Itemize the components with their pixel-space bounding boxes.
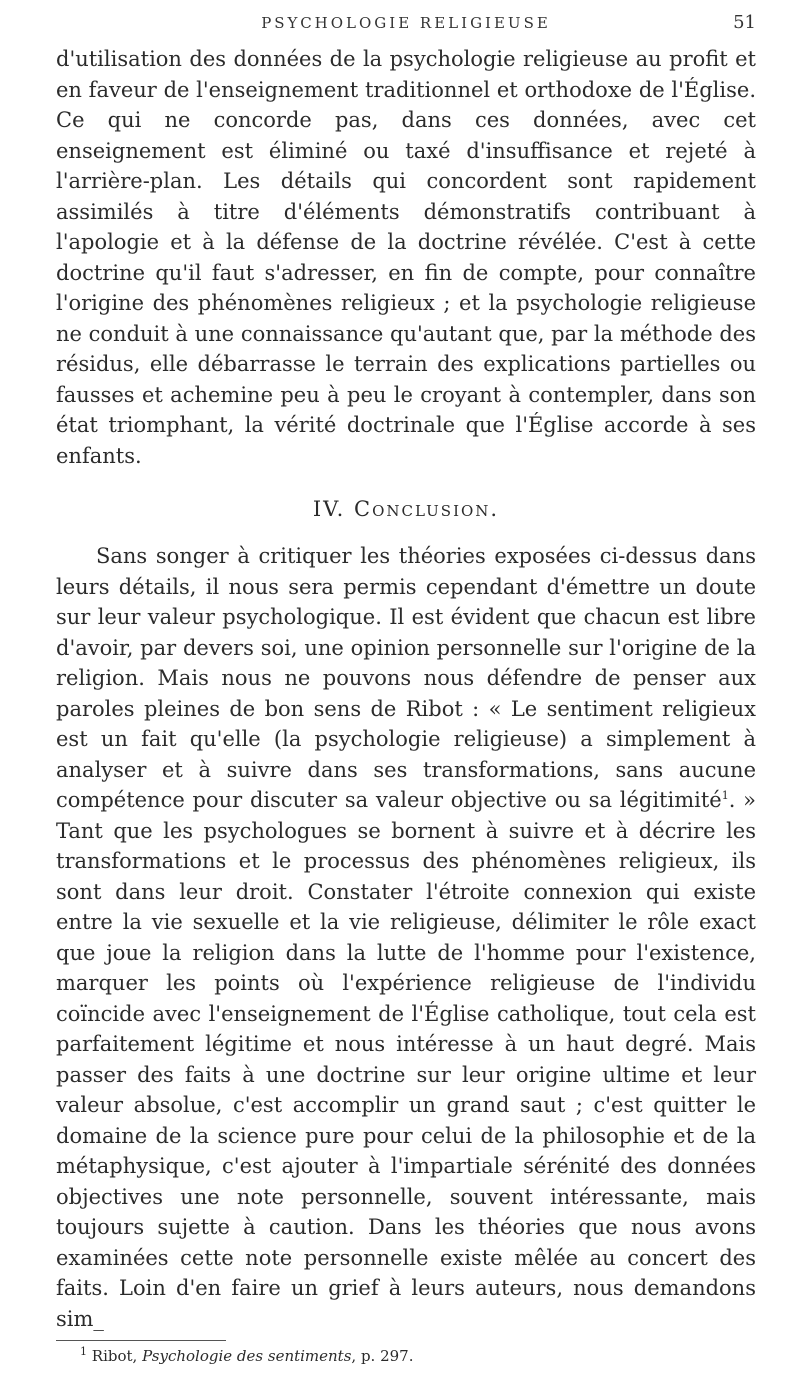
paragraph-conclusion-part-a: Sans songer à critiquer les théories exposées ci-dessus dans leurs détails, il nous sera permis cependant d'émettre un doute sur leur valeur psychologique. Il est évident que chacun est libre d'avoir, par devers soi, une opinion personnelle sur l'origine de la religion. Mais nous ne pouvons nous défendre de penser aux paroles pleines de bon sens de Ribot : « Le sentiment religieux est un fait qu'elle (la psychologie religieuse) a simplement à analyser et à suivre dans ses transformations, sans aucune compétence pour discuter sa valeur objective ou sa légitimité [56, 544, 756, 812]
footnote-page-ref: , p. 297. [351, 1347, 414, 1365]
footnote-work-title: Psychologie des sentiments [142, 1347, 352, 1365]
footnote-divider [56, 1340, 226, 1341]
paragraph-conclusion [56, 541, 756, 1334]
running-title: PSYCHOLOGIE RELIGIEUSE [261, 14, 551, 32]
footnote-marker: 1 [80, 1345, 87, 1358]
section-heading [56, 497, 756, 521]
section-title: Conclusion. [354, 497, 500, 521]
footnote-author: Ribot, [91, 1347, 138, 1365]
paragraph-conclusion-part-b: . » Tant que les psychologues se bornent à suivre et à décrire les transformations et le processus des phénomènes religieux, ils sont dans leur droit. Constater l'étroite connexion qui existe entre la vie sexuelle et la vie religieuse, délimiter le rôle exact que joue la religion dans la lutte de l'homme pour l'existence, marquer les points où l'expérience religieuse de l'individu coïncide avec l'enseignement de l'Église catholique, tout cela est parfaitement légitime et nous intéresse à un haut degré. Mais passer des faits à une doctrine sur leur origine ultime et leur valeur absolue, c'est accomplir un grand saut ; c'est quitter le domaine de la science pure pour celui de la philosophie et de la métaphysique, c'est ajouter à l'impartiale sérénité des données objectives une note personnelle, souvent intéressante, mais toujours sujette à caution. Dans les théories que nous avons examinées cette note personnelle existe mêlée au concert des faits. Loin d'en faire un grief à leurs auteurs, nous demandons sim_ [56, 788, 756, 1331]
footnote [56, 1345, 756, 1367]
footnote-reference: 1 [721, 789, 729, 802]
paragraph-continued: d'utilisation des données de la psychologie religieuse au profit et en faveur de l'enseignement traditionnel et orthodoxe de l'Église. Ce qui ne concorde pas, dans ces données, avec cet enseignement est éliminé ou taxé d'insuffisance et rejeté à l'arrière-plan. Les détails qui concordent sont rapidement assimilés à titre d'éléments démonstratifs contribuant à l'apologie et à la défense de la doctrine révélée. C'est à cette doctrine qu'il faut s'adresser, en fin de compte, pour connaître l'origine des phénomènes religieux ; et la psychologie religieuse ne conduit à une connaissance qu'autant que, par la méthode des résidus, elle débarrasse le terrain des explications partielles ou fausses et achemine peu à peu le croyant à contempler, dans son état triomphant, la vérité doctrinale que l'Église accorde à ses enfants. [56, 47, 756, 468]
running-header [56, 12, 756, 44]
section-number: IV. [312, 497, 346, 521]
book-page [56, 0, 756, 1367]
page-number: 51 [733, 12, 756, 33]
